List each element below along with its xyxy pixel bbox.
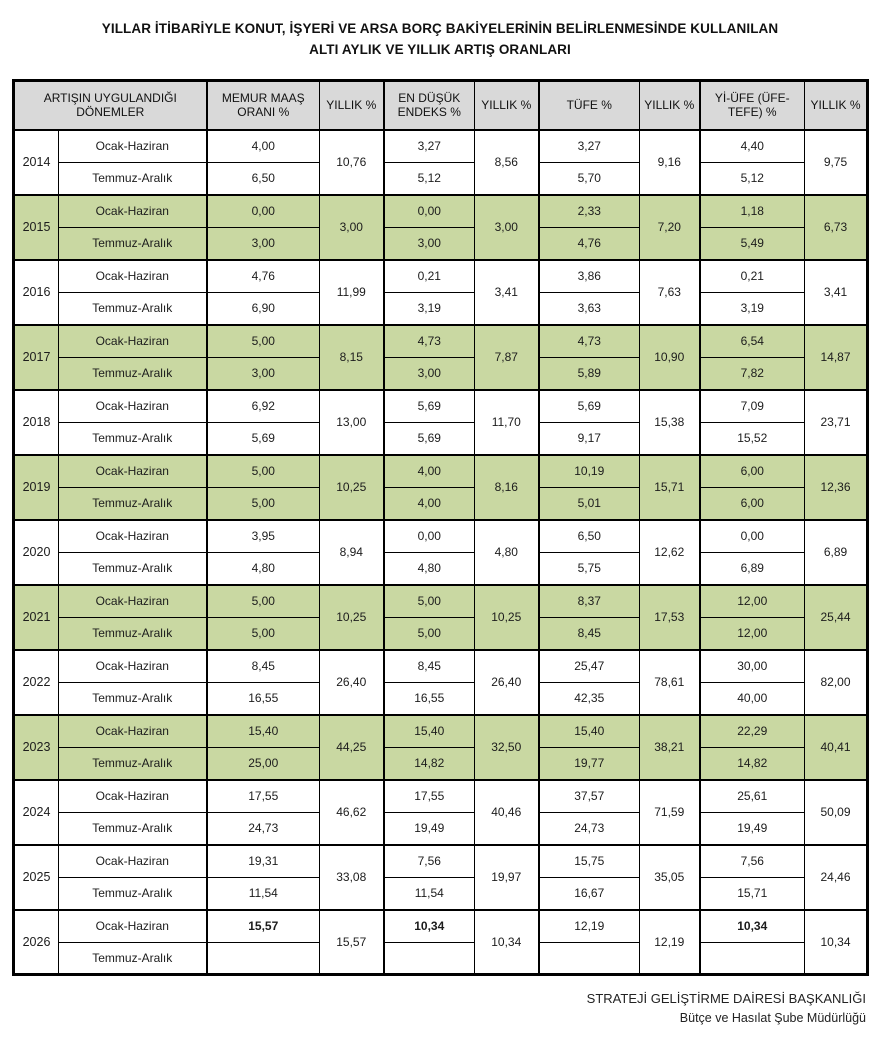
value-cell: 10,34 <box>384 910 475 943</box>
value-cell: 5,69 <box>384 390 475 423</box>
value-cell: 15,40 <box>539 715 640 748</box>
page-title <box>0 0 880 60</box>
period-cell: Temmuz-Aralık <box>59 162 207 195</box>
annual-cell: 10,76 <box>320 130 384 195</box>
column-header: YILLIK % <box>805 81 868 130</box>
annual-cell: 10,34 <box>475 910 539 975</box>
table-row <box>14 585 868 618</box>
value-cell: 5,00 <box>207 455 320 488</box>
annual-cell: 9,75 <box>805 130 868 195</box>
period-cell: Temmuz-Aralık <box>59 747 207 780</box>
value-cell: 16,55 <box>384 682 475 715</box>
table-row <box>14 325 868 358</box>
value-cell: 7,82 <box>700 357 805 390</box>
value-cell: 19,49 <box>384 812 475 845</box>
value-cell: 5,69 <box>207 422 320 455</box>
value-cell <box>384 942 475 975</box>
value-cell: 5,00 <box>207 325 320 358</box>
year-cell: 2021 <box>14 585 59 650</box>
value-cell: 2,33 <box>539 195 640 228</box>
table-row <box>14 845 868 878</box>
footer-department: STRATEJİ GELİŞTİRME DAİRESİ BAŞKANLIĞI <box>586 991 866 1006</box>
value-cell: 42,35 <box>539 682 640 715</box>
value-cell: 6,90 <box>207 292 320 325</box>
period-cell: Ocak-Haziran <box>59 780 207 813</box>
annual-cell: 6,89 <box>805 520 868 585</box>
value-cell: 4,73 <box>384 325 475 358</box>
value-cell: 0,00 <box>207 195 320 228</box>
period-cell: Ocak-Haziran <box>59 650 207 683</box>
year-cell: 2015 <box>14 195 59 260</box>
value-cell: 4,00 <box>207 130 320 163</box>
period-cell: Ocak-Haziran <box>59 390 207 423</box>
header-row <box>14 81 868 130</box>
value-cell: 6,89 <box>700 552 805 585</box>
annual-cell: 23,71 <box>805 390 868 455</box>
value-cell: 6,50 <box>207 162 320 195</box>
annual-cell: 3,41 <box>805 260 868 325</box>
value-cell: 22,29 <box>700 715 805 748</box>
value-cell: 0,00 <box>384 195 475 228</box>
annual-cell: 12,19 <box>640 910 700 975</box>
value-cell: 3,00 <box>207 357 320 390</box>
title-line-2: ALTI AYLIK VE YILLIK ARTIŞ ORANLARI <box>309 42 571 57</box>
column-header: YILLIK % <box>475 81 539 130</box>
annual-cell: 19,97 <box>475 845 539 910</box>
value-cell: 5,69 <box>384 422 475 455</box>
value-cell: 16,67 <box>539 877 640 910</box>
period-cell: Ocak-Haziran <box>59 520 207 553</box>
value-cell: 8,45 <box>207 650 320 683</box>
annual-cell: 9,16 <box>640 130 700 195</box>
annual-cell: 4,80 <box>475 520 539 585</box>
value-cell: 3,63 <box>539 292 640 325</box>
value-cell: 3,95 <box>207 520 320 553</box>
value-cell: 4,80 <box>207 552 320 585</box>
value-cell: 6,54 <box>700 325 805 358</box>
column-header: EN DÜŞÜK ENDEKS % <box>384 81 475 130</box>
value-cell: 5,69 <box>539 390 640 423</box>
year-cell: 2016 <box>14 260 59 325</box>
year-cell: 2022 <box>14 650 59 715</box>
value-cell <box>700 942 805 975</box>
period-cell: Temmuz-Aralık <box>59 357 207 390</box>
period-cell: Ocak-Haziran <box>59 130 207 163</box>
value-cell: 7,56 <box>384 845 475 878</box>
table-row <box>14 195 868 228</box>
value-cell: 6,00 <box>700 487 805 520</box>
annual-cell: 24,46 <box>805 845 868 910</box>
annual-cell: 33,08 <box>320 845 384 910</box>
value-cell: 17,55 <box>384 780 475 813</box>
period-cell: Ocak-Haziran <box>59 195 207 228</box>
value-cell: 11,54 <box>207 877 320 910</box>
annual-cell: 6,73 <box>805 195 868 260</box>
value-cell: 10,19 <box>539 455 640 488</box>
annual-cell: 3,41 <box>475 260 539 325</box>
value-cell: 12,19 <box>539 910 640 943</box>
annual-cell: 7,63 <box>640 260 700 325</box>
annual-cell: 11,99 <box>320 260 384 325</box>
year-cell: 2014 <box>14 130 59 195</box>
value-cell: 15,71 <box>700 877 805 910</box>
table-row <box>14 650 868 683</box>
value-cell: 15,52 <box>700 422 805 455</box>
value-cell: 14,82 <box>700 747 805 780</box>
value-cell: 40,00 <box>700 682 805 715</box>
table-row <box>14 520 868 553</box>
year-cell: 2023 <box>14 715 59 780</box>
value-cell: 6,92 <box>207 390 320 423</box>
value-cell: 5,70 <box>539 162 640 195</box>
annual-cell: 15,57 <box>320 910 384 975</box>
value-cell: 12,00 <box>700 585 805 618</box>
period-cell: Temmuz-Aralık <box>59 422 207 455</box>
annual-cell: 10,25 <box>475 585 539 650</box>
table-row <box>14 487 868 520</box>
value-cell: 4,40 <box>700 130 805 163</box>
year-cell: 2025 <box>14 845 59 910</box>
value-cell: 6,50 <box>539 520 640 553</box>
annual-cell: 8,94 <box>320 520 384 585</box>
value-cell: 0,00 <box>700 520 805 553</box>
annual-cell: 12,62 <box>640 520 700 585</box>
value-cell: 4,80 <box>384 552 475 585</box>
annual-cell: 11,70 <box>475 390 539 455</box>
value-cell: 3,19 <box>700 292 805 325</box>
annual-cell: 25,44 <box>805 585 868 650</box>
period-cell: Ocak-Haziran <box>59 585 207 618</box>
table-row <box>14 715 868 748</box>
value-cell: 19,49 <box>700 812 805 845</box>
period-cell: Temmuz-Aralık <box>59 617 207 650</box>
period-cell: Ocak-Haziran <box>59 325 207 358</box>
annual-cell: 8,16 <box>475 455 539 520</box>
value-cell: 9,17 <box>539 422 640 455</box>
value-cell: 15,75 <box>539 845 640 878</box>
value-cell: 5,00 <box>384 617 475 650</box>
table-row <box>14 292 868 325</box>
column-header: TÜFE % <box>539 81 640 130</box>
annual-cell: 14,87 <box>805 325 868 390</box>
value-cell: 4,76 <box>207 260 320 293</box>
value-cell: 5,01 <box>539 487 640 520</box>
table-row <box>14 617 868 650</box>
table-row <box>14 682 868 715</box>
value-cell: 5,00 <box>207 487 320 520</box>
value-cell: 1,18 <box>700 195 805 228</box>
value-cell: 24,73 <box>539 812 640 845</box>
period-cell: Temmuz-Aralık <box>59 812 207 845</box>
period-cell: Ocak-Haziran <box>59 715 207 748</box>
table-row <box>14 260 868 293</box>
period-cell: Temmuz-Aralık <box>59 552 207 585</box>
value-cell: 19,77 <box>539 747 640 780</box>
annual-cell: 26,40 <box>475 650 539 715</box>
value-cell: 16,55 <box>207 682 320 715</box>
annual-cell: 32,50 <box>475 715 539 780</box>
value-cell: 15,40 <box>207 715 320 748</box>
value-cell: 3,00 <box>207 227 320 260</box>
year-cell: 2017 <box>14 325 59 390</box>
annual-cell: 3,00 <box>320 195 384 260</box>
annual-cell: 82,00 <box>805 650 868 715</box>
period-cell: Temmuz-Aralık <box>59 227 207 260</box>
value-cell: 10,34 <box>700 910 805 943</box>
annual-cell: 38,21 <box>640 715 700 780</box>
column-header: ARTIŞIN UYGULANDIĞI DÖNEMLER <box>14 81 207 130</box>
value-cell: 0,21 <box>700 260 805 293</box>
year-cell: 2026 <box>14 910 59 975</box>
year-cell: 2018 <box>14 390 59 455</box>
period-cell: Ocak-Haziran <box>59 455 207 488</box>
value-cell: 12,00 <box>700 617 805 650</box>
table-row <box>14 455 868 488</box>
annual-cell: 10,25 <box>320 585 384 650</box>
annual-cell: 7,87 <box>475 325 539 390</box>
annual-cell: 40,41 <box>805 715 868 780</box>
table-row <box>14 422 868 455</box>
year-cell: 2020 <box>14 520 59 585</box>
value-cell: 4,00 <box>384 487 475 520</box>
value-cell: 14,82 <box>384 747 475 780</box>
annual-cell: 8,56 <box>475 130 539 195</box>
value-cell: 3,19 <box>384 292 475 325</box>
value-cell: 25,47 <box>539 650 640 683</box>
value-cell: 8,37 <box>539 585 640 618</box>
value-cell: 30,00 <box>700 650 805 683</box>
value-cell: 5,00 <box>384 585 475 618</box>
period-cell: Temmuz-Aralık <box>59 682 207 715</box>
annual-cell: 44,25 <box>320 715 384 780</box>
value-cell: 11,54 <box>384 877 475 910</box>
value-cell: 0,21 <box>384 260 475 293</box>
value-cell: 0,00 <box>384 520 475 553</box>
value-cell: 6,00 <box>700 455 805 488</box>
annual-cell: 78,61 <box>640 650 700 715</box>
annual-cell: 10,25 <box>320 455 384 520</box>
value-cell: 5,00 <box>207 585 320 618</box>
annual-cell: 35,05 <box>640 845 700 910</box>
table-row <box>14 227 868 260</box>
table-row <box>14 812 868 845</box>
annual-cell: 40,46 <box>475 780 539 845</box>
table-body <box>14 130 868 975</box>
value-cell: 19,31 <box>207 845 320 878</box>
value-cell: 17,55 <box>207 780 320 813</box>
value-cell: 3,00 <box>384 357 475 390</box>
value-cell: 5,00 <box>207 617 320 650</box>
annual-cell: 10,34 <box>805 910 868 975</box>
value-cell: 7,56 <box>700 845 805 878</box>
annual-cell: 50,09 <box>805 780 868 845</box>
table-row <box>14 390 868 423</box>
annual-cell: 15,38 <box>640 390 700 455</box>
year-cell: 2019 <box>14 455 59 520</box>
value-cell: 25,00 <box>207 747 320 780</box>
annual-cell: 12,36 <box>805 455 868 520</box>
value-cell: 37,57 <box>539 780 640 813</box>
annual-cell: 3,00 <box>475 195 539 260</box>
year-cell: 2024 <box>14 780 59 845</box>
column-header: Yİ-ÜFE (ÜFE-TEFE) % <box>700 81 805 130</box>
annual-cell: 7,20 <box>640 195 700 260</box>
value-cell: 3,27 <box>384 130 475 163</box>
table-row <box>14 162 868 195</box>
table-header <box>14 81 868 130</box>
value-cell: 8,45 <box>539 617 640 650</box>
table-row <box>14 130 868 163</box>
period-cell: Temmuz-Aralık <box>59 942 207 975</box>
value-cell: 4,76 <box>539 227 640 260</box>
period-cell: Ocak-Haziran <box>59 910 207 943</box>
table-row <box>14 877 868 910</box>
rates-table <box>12 79 869 976</box>
value-cell: 5,12 <box>384 162 475 195</box>
table-row <box>14 942 868 975</box>
value-cell: 25,61 <box>700 780 805 813</box>
table-row <box>14 357 868 390</box>
annual-cell: 8,15 <box>320 325 384 390</box>
column-header: YILLIK % <box>320 81 384 130</box>
value-cell: 8,45 <box>384 650 475 683</box>
annual-cell: 17,53 <box>640 585 700 650</box>
footer <box>12 989 866 1028</box>
column-header: YILLIK % <box>640 81 700 130</box>
period-cell: Ocak-Haziran <box>59 260 207 293</box>
annual-cell: 13,00 <box>320 390 384 455</box>
annual-cell: 71,59 <box>640 780 700 845</box>
annual-cell: 46,62 <box>320 780 384 845</box>
value-cell: 5,12 <box>700 162 805 195</box>
column-header: MEMUR MAAŞ ORANI % <box>207 81 320 130</box>
value-cell: 7,09 <box>700 390 805 423</box>
table-row <box>14 780 868 813</box>
value-cell: 4,73 <box>539 325 640 358</box>
value-cell: 3,27 <box>539 130 640 163</box>
value-cell: 15,40 <box>384 715 475 748</box>
annual-cell: 26,40 <box>320 650 384 715</box>
annual-cell: 10,90 <box>640 325 700 390</box>
value-cell: 3,86 <box>539 260 640 293</box>
period-cell: Temmuz-Aralık <box>59 292 207 325</box>
period-cell: Temmuz-Aralık <box>59 877 207 910</box>
period-cell: Ocak-Haziran <box>59 845 207 878</box>
table-row <box>14 747 868 780</box>
value-cell <box>207 942 320 975</box>
value-cell: 5,75 <box>539 552 640 585</box>
footer-office: Bütçe ve Hasılat Şube Müdürlüğü <box>679 1011 866 1025</box>
table-row <box>14 552 868 585</box>
title-line-1: YILLAR İTİBARİYLE KONUT, İŞYERİ VE ARSA BORÇ BAKİYELERİNİN BELİRLENMESİNDE KULLANILAN <box>101 21 779 36</box>
value-cell: 15,57 <box>207 910 320 943</box>
value-cell: 5,49 <box>700 227 805 260</box>
value-cell: 24,73 <box>207 812 320 845</box>
annual-cell: 15,71 <box>640 455 700 520</box>
value-cell <box>539 942 640 975</box>
table-row <box>14 910 868 943</box>
value-cell: 4,00 <box>384 455 475 488</box>
value-cell: 5,89 <box>539 357 640 390</box>
value-cell: 3,00 <box>384 227 475 260</box>
period-cell: Temmuz-Aralık <box>59 487 207 520</box>
